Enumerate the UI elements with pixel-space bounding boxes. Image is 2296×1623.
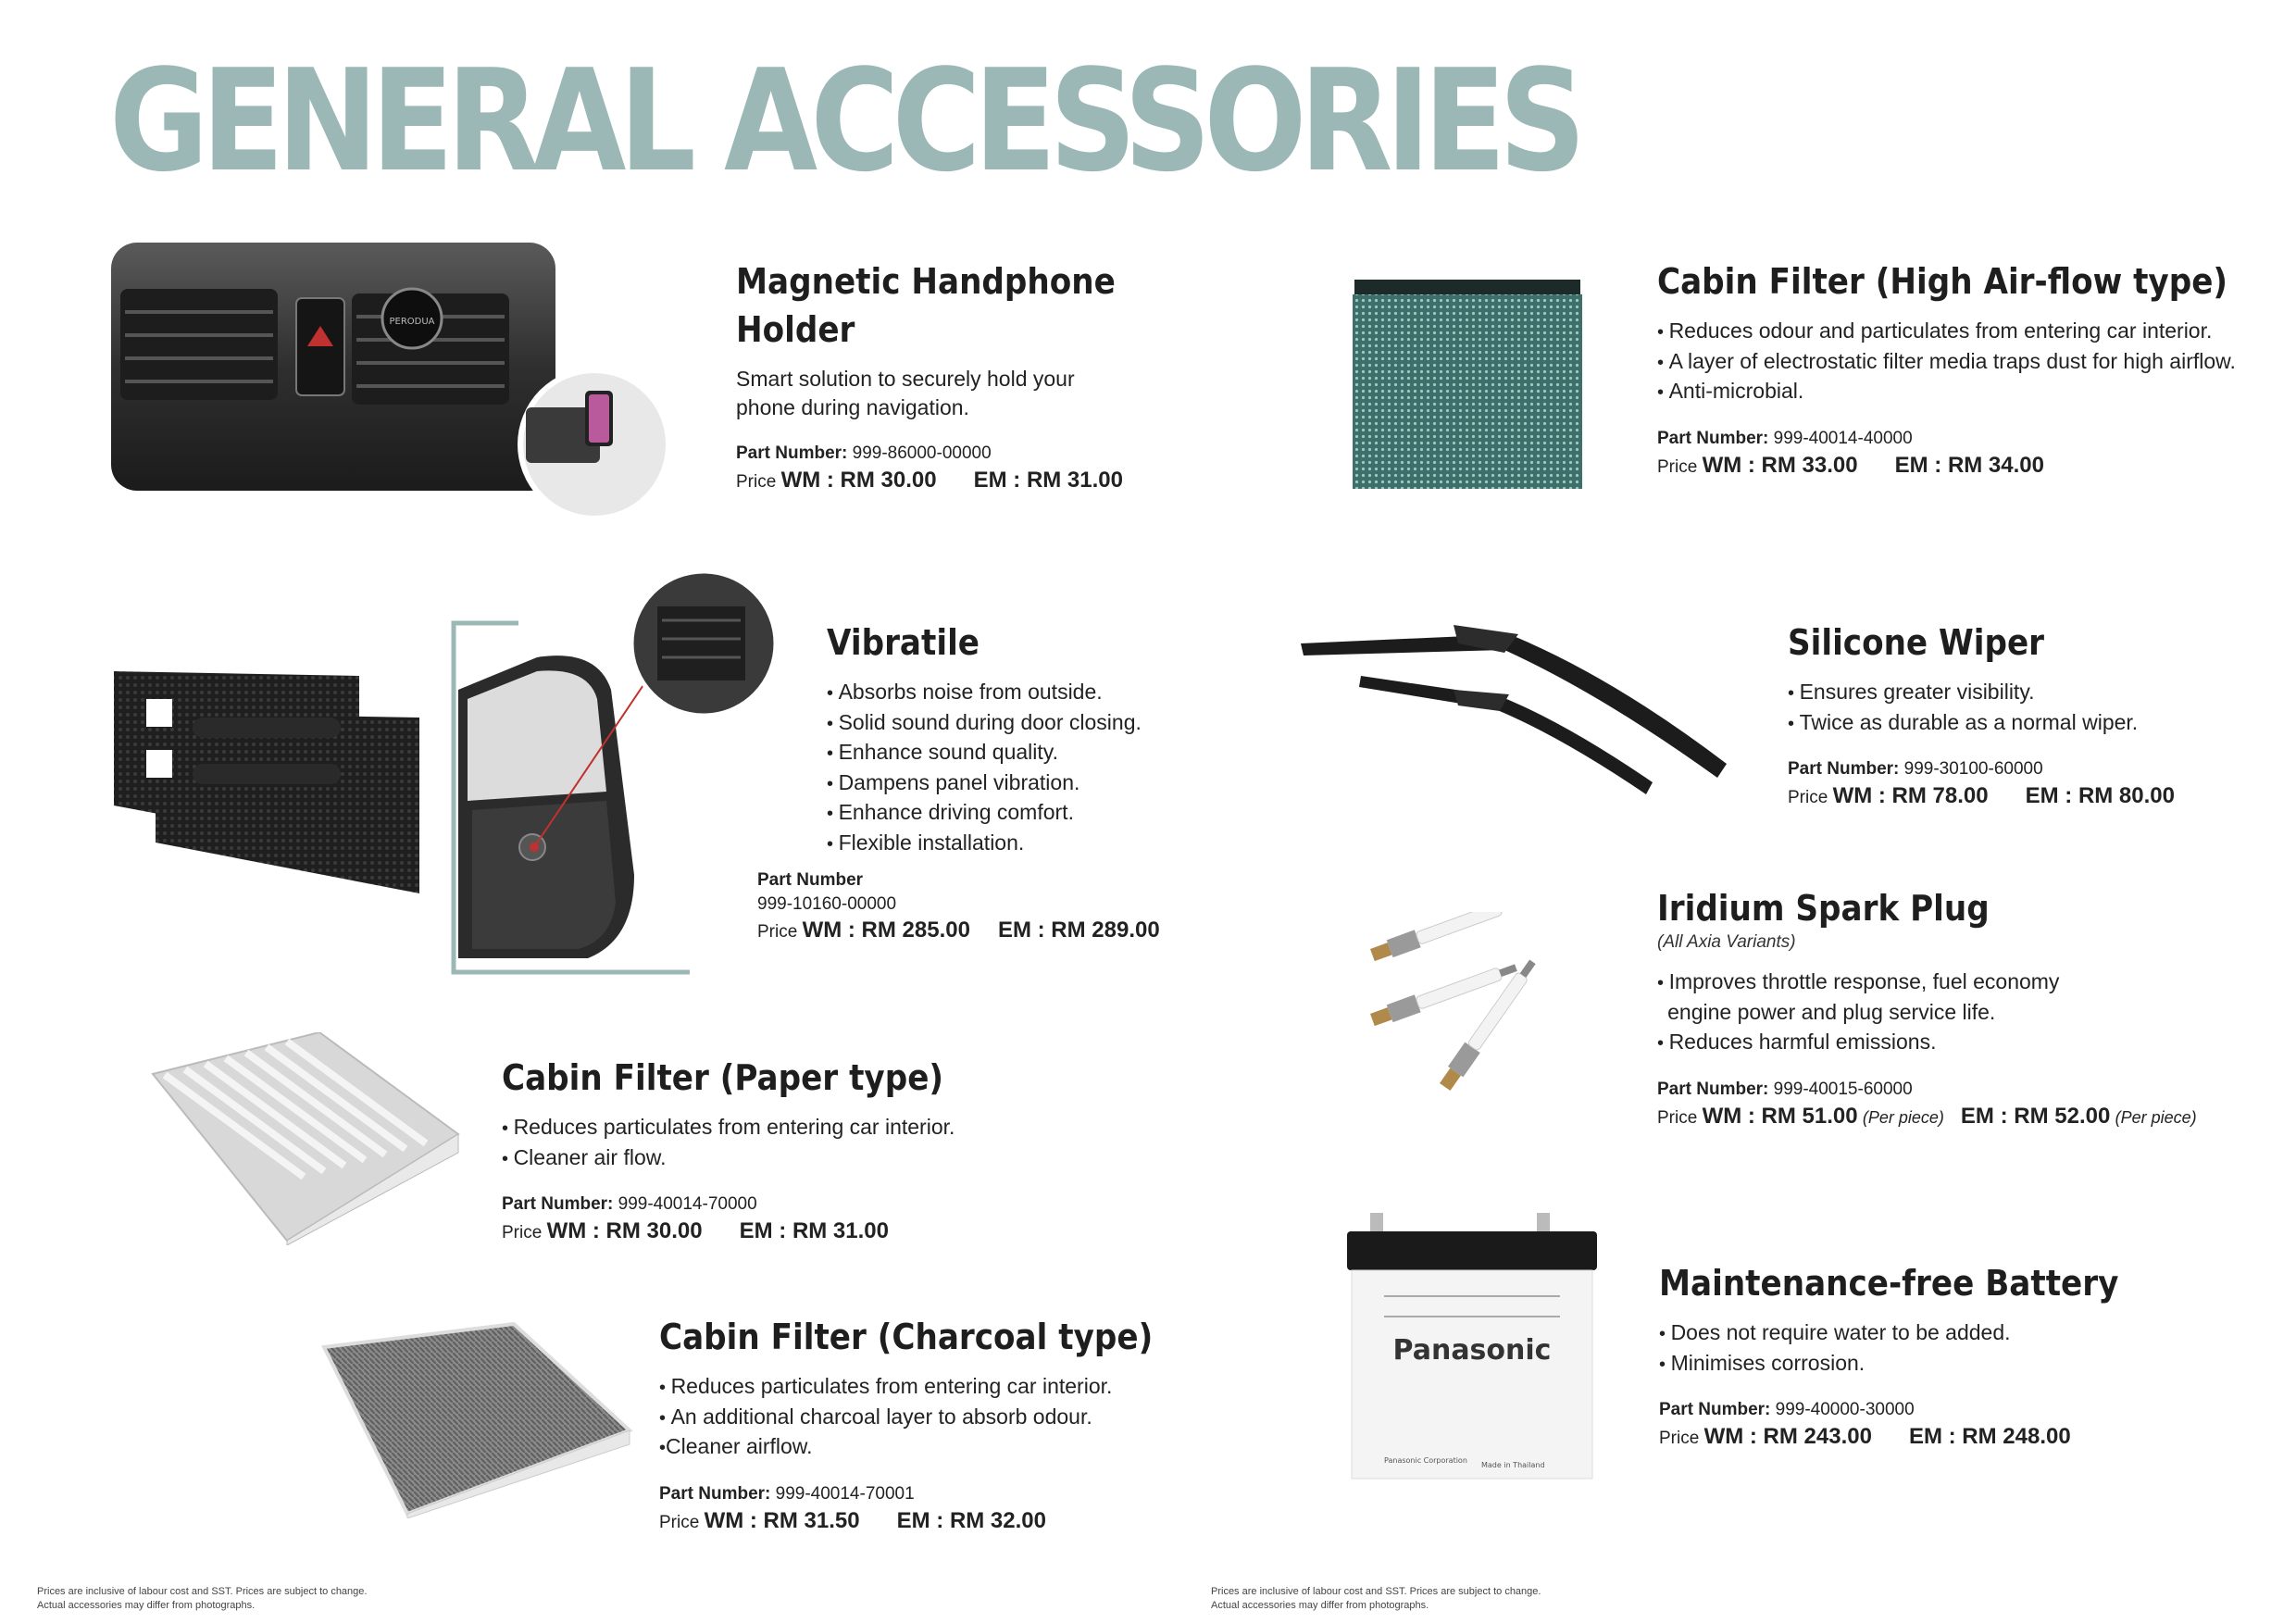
price-line: Price WM : RM 30.00 EM : RM 31.00 [736,468,1123,493]
product-description: Smart solution to securely hold your phone during navigation. [736,367,1075,419]
cabin-filter-charcoal-image [319,1319,634,1518]
feature-item: • A layer of electrostatic filter media traps dust for high airflow. [1657,347,2268,378]
battery-image [1342,1213,1602,1481]
product-handphone-holder [736,257,1217,496]
feature-item: • Cleaner airflow. [659,1432,1233,1463]
price-line: Price WM : RM 33.00 EM : RM 34.00 [1657,452,2044,478]
product-title: Silicone Wiper [1788,622,2045,663]
part-number: Part Number: 999-40000-30000 [1659,1400,1915,1419]
product-cabin-filter-high-airflow [1657,257,2268,481]
vibratile-door-image [449,569,782,977]
vibratile-part-info [757,868,1220,946]
product-silicone-wiper [1788,618,2269,812]
feature-item: • Cleaner air flow. [502,1143,1076,1174]
part-number: Part Number: 999-40014-40000 [1657,428,1913,448]
battery-corporation-label: Panasonic Corporation [1384,1456,1467,1465]
feature-item: • Enhance driving comfort. [827,798,1216,829]
handphone-holder-image [111,243,704,520]
product-cabin-filter-charcoal [659,1313,1233,1537]
feature-item: • Improves throttle response, fuel economy [1657,968,2268,998]
part-number: Part Number: 999-86000-00000 [736,443,992,463]
product-vibratile [827,618,1216,858]
price-line: Price WM : RM 285.00 EM : RM 289.00 [757,918,1160,943]
feature-item: • Twice as durable as a normal wiper. [1788,708,2269,739]
feature-item: • Reduces harmful emissions. [1657,1028,2268,1058]
feature-item: • Dampens panel vibration. [827,768,1216,799]
product-title: Iridium Spark Plug [1657,888,1990,929]
product-title: Maintenance-free Battery [1659,1263,2119,1304]
product-iridium-spark-plug [1657,884,2268,1132]
product-cabin-filter-paper [502,1054,1076,1247]
battery-brand-label: Panasonic [1392,1334,1552,1367]
cabin-filter-high-airflow-image [1347,278,1583,493]
part-number: Part Number: 999-30100-60000 [1788,759,2043,779]
disclaimer-left: Prices are inclusive of labour cost and SST. Prices are subject to change. Actual accessories may differ from photographs. [37,1586,368,1611]
part-number: Part Number: 999-40014-70000 [502,1194,757,1214]
price-line: Price WM : RM 31.50 EM : RM 32.00 [659,1507,1046,1533]
spark-plug-image [1361,912,1583,1097]
feature-item: • Ensures greater visibility. [1788,678,2269,708]
part-number: Part Number: 999-40014-70001 [659,1483,915,1504]
feature-list [659,1372,1233,1463]
feature-item: • Minimises corrosion. [1659,1349,2270,1380]
price-line: Price WM : RM 30.00 EM : RM 31.00 [502,1218,889,1243]
product-title: Magnetic Handphone Holder [736,261,1116,350]
product-maintenance-free-battery [1659,1259,2270,1453]
feature-item: • Absorbs noise from outside. [827,678,1216,708]
price-line: Price WM : RM 51.00 (Per piece) EM : RM 52.00 (Per piece) [1657,1103,2197,1129]
part-number: Part Number: 999-40015-60000 [1657,1079,1913,1099]
svg-text:PERODUA: PERODUA [389,317,435,327]
feature-item: • Anti-microbial. [1657,377,2268,407]
battery-origin-label: Made in Thailand [1481,1461,1545,1469]
part-number: Part Number 999-10160-00000 [757,870,897,914]
cabin-filter-paper-image [148,1032,463,1245]
feature-item: • Enhance sound quality. [827,738,1216,768]
feature-item: • Solid sound during door closing. [827,708,1216,739]
price-line: Price WM : RM 243.00 EM : RM 248.00 [1659,1424,2071,1449]
product-subtitle: (All Axia Variants) [1657,932,1796,952]
feature-item: • Reduces particulates from entering car interior. [659,1372,1233,1403]
disclaimer-right: Prices are inclusive of labour cost and SST. Prices are subject to change. Actual accessories may differ from photographs. [1211,1586,1541,1611]
silicone-wiper-image [1296,620,1741,805]
product-title: Cabin Filter (Charcoal type) [659,1317,1154,1357]
feature-item: • Reduces odour and particulates from entering car interior. [1657,317,2268,347]
feature-list [1657,968,2268,1058]
product-title: Vibratile [827,622,980,663]
feature-item: • Reduces particulates from entering car interior. [502,1113,1076,1143]
feature-item-continued: engine power and plug service life. [1667,999,1996,1024]
feature-item: • An additional charcoal layer to absorb odour. [659,1403,1233,1433]
feature-list [502,1113,1076,1173]
product-title: Cabin Filter (High Air-flow type) [1657,261,2228,302]
feature-item: • Flexible installation. [827,829,1216,859]
page-title: GENERAL ACCESSORIES [109,39,1579,203]
feature-list [827,678,1216,858]
feature-list [1659,1318,2270,1379]
feature-list [1657,317,2268,407]
product-title: Cabin Filter (Paper type) [502,1057,944,1098]
feature-list [1788,678,2269,738]
feature-item: • Does not require water to be added. [1659,1318,2270,1349]
vibratile-pads-image [109,667,424,898]
price-line: Price WM : RM 78.00 EM : RM 80.00 [1788,783,2175,808]
